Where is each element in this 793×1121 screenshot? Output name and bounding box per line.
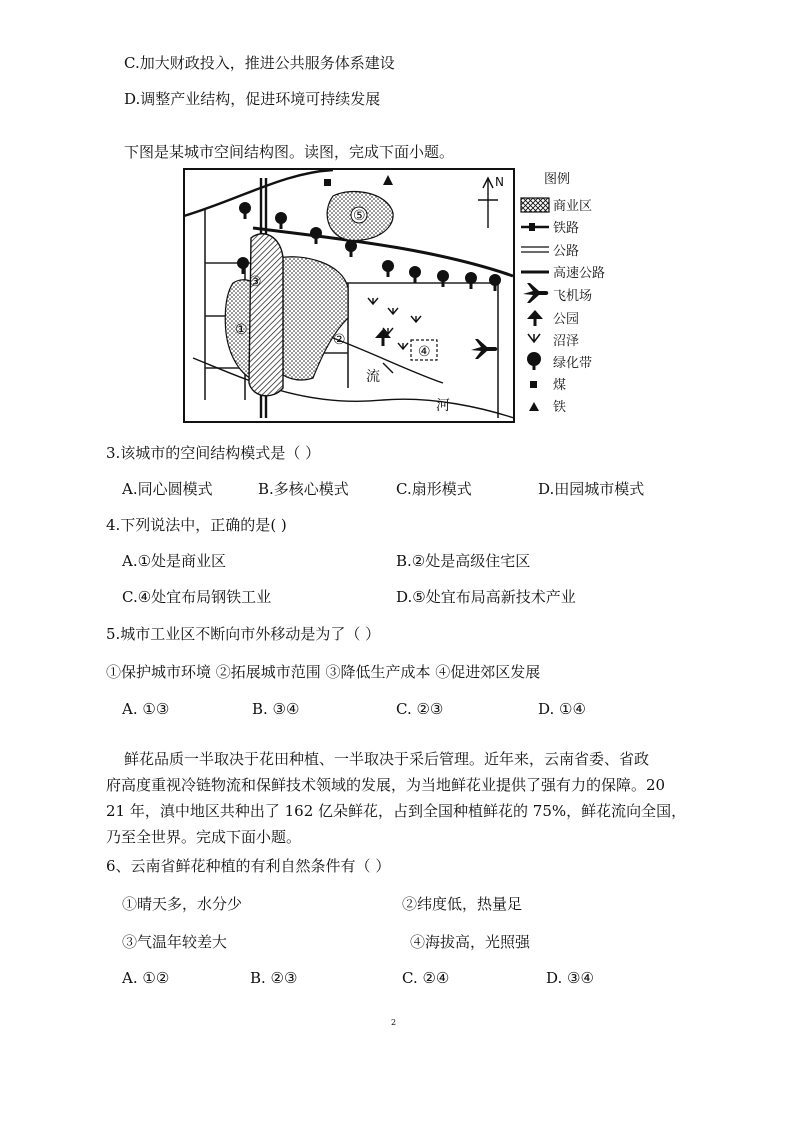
q3-option-b[interactable]: B.多核心模式 (258, 480, 349, 498)
passage-line-4: 乃至全世界。完成下面小题。 (106, 828, 302, 846)
q6-item-2: ②纬度低，热量足 (402, 895, 523, 913)
q3-option-d[interactable]: D.田园城市模式 (538, 480, 645, 498)
q5-option-a[interactable]: A. ①③ (122, 700, 170, 718)
q5-option-b[interactable]: B. ③④ (252, 700, 300, 718)
legend-railway: 铁路 (553, 221, 580, 236)
prev-option-c: C.加大财政投入，推进公共服务体系建设 (124, 54, 395, 72)
passage-line-3: 21 年，滇中地区共种出了 162 亿朵鲜花，占到全国种植鲜花的 75%，鲜花流向全国， (106, 802, 687, 820)
legend-commercial: 商业区 (553, 199, 593, 214)
q6-option-c[interactable]: C. ②④ (402, 969, 450, 987)
q5-option-c[interactable]: C. ②③ (396, 700, 444, 718)
q4-option-b[interactable]: B.②处是高级住宅区 (396, 552, 531, 570)
map-intro: 下图是某城市空间结构图。读图，完成下面小题。 (124, 143, 455, 161)
coal-icon (324, 179, 331, 186)
north-label: N (495, 175, 504, 189)
q6-item-4: ④海拔高，光照强 (410, 933, 531, 951)
legend-greenbelt: 绿化带 (553, 356, 593, 371)
q6-option-d[interactable]: D. ③④ (546, 969, 594, 987)
label-he: 河 (436, 398, 450, 414)
label-four: ④ (418, 344, 431, 360)
label-three: ③ (249, 274, 262, 290)
passage-line-1: 鲜花品质一半取决于花田种植、一半取决于采后管理。近年来，云南省委、省政 (124, 750, 650, 768)
q4-option-d[interactable]: D.⑤处宜布局高新技术产业 (396, 588, 576, 606)
legend (521, 172, 605, 415)
label-one: ① (235, 322, 248, 338)
q6-option-b[interactable]: B. ②③ (250, 969, 298, 987)
prev-option-d: D.调整产业结构，促进环境可持续发展 (124, 90, 381, 108)
city-structure-map (183, 168, 608, 424)
q5-option-d[interactable]: D. ①④ (538, 700, 586, 718)
legend-park: 公园 (553, 312, 580, 327)
q5-stem: 5.城市工业区不断向市外移动是为了（ ） (106, 625, 381, 643)
q6-stem: 6、云南省鲜花种植的有利自然条件有（ ） (106, 857, 391, 875)
passage-line-2: 府高度重视冷链物流和保鲜技术领域的发展，为当地鲜花业提供了强有力的保障。20 (106, 776, 666, 794)
q3-option-a[interactable]: A.同心圆模式 (122, 480, 213, 498)
q3-stem: 3.该城市的空间结构模式是（ ） (106, 444, 321, 462)
legend-road: 公路 (553, 244, 580, 259)
commercial-area (249, 234, 283, 396)
label-two: ② (333, 332, 346, 348)
q4-option-a[interactable]: A.①处是商业区 (122, 552, 227, 570)
q6-option-a[interactable]: A. ①② (122, 969, 170, 987)
legend-iron: 铁 (553, 400, 567, 415)
label-liu: 流 (366, 369, 380, 385)
q5-items: ①保护城市环境 ②拓展城市范围 ③降低生产成本 ④促进郊区发展 (106, 663, 541, 681)
legend-marsh: 沼泽 (553, 334, 580, 349)
q6-item-3: ③气温年较差大 (122, 933, 228, 951)
q4-stem: 4.下列说法中，正确的是( ) (106, 516, 287, 534)
legend-coal: 煤 (553, 378, 567, 393)
legend-highway: 高速公路 (553, 266, 606, 281)
legend-airport: 飞机场 (553, 289, 593, 304)
label-five: ⑤ (353, 208, 366, 224)
page-number: 2 (391, 1018, 397, 1027)
legend-title: 图例 (544, 172, 571, 187)
q6-item-1: ①晴天多，水分少 (122, 895, 243, 913)
q3-option-c[interactable]: C.扇形模式 (396, 480, 472, 498)
q4-option-c[interactable]: C.④处宜布局钢铁工业 (122, 588, 272, 606)
